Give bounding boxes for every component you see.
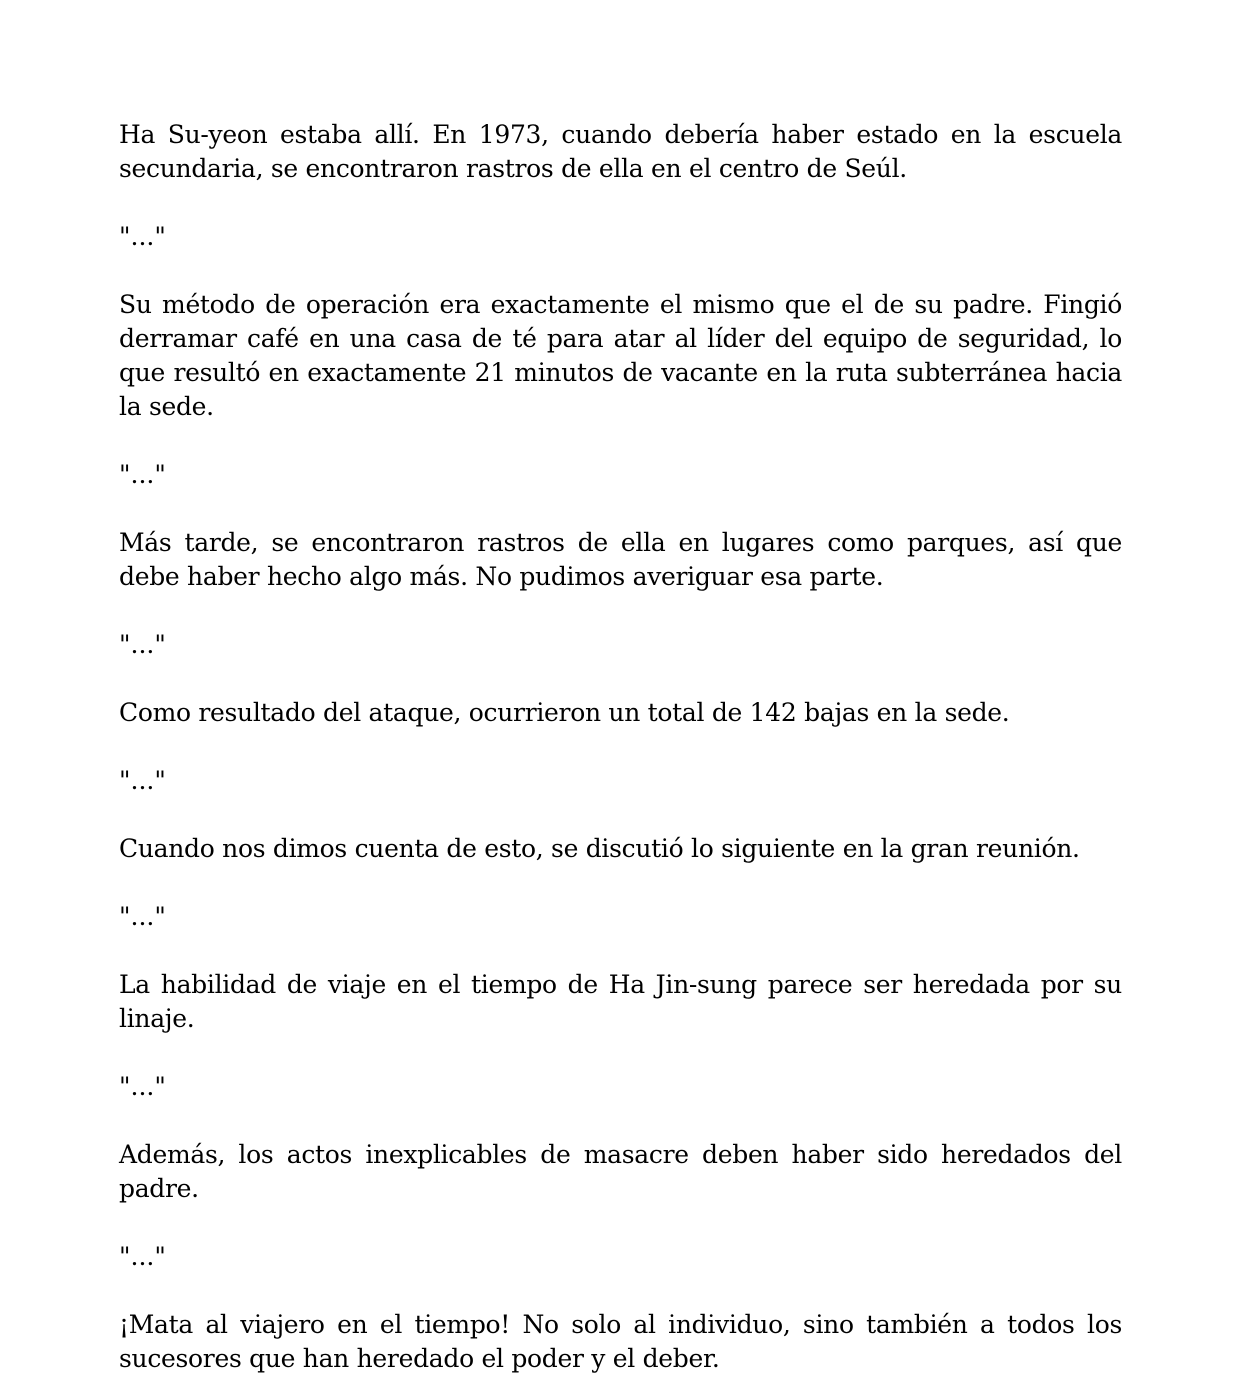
paragraph: Cuando nos dimos cuenta de esto, se discutió lo siguiente en la gran reunión. <box>119 834 1080 863</box>
ellipsis-quote: "..." <box>119 222 166 251</box>
ellipsis-quote: "..." <box>119 1072 166 1101</box>
paragraph: Además, los actos inexplicables de masacre deben haber sido heredados del padre. <box>119 1140 1122 1203</box>
ellipsis-quote: "..." <box>119 460 166 489</box>
ellipsis-quote: "..." <box>119 902 166 931</box>
paragraph: Su método de operación era exactamente el mismo que el de su padre. Fingió derramar café en una casa de té para atar al líder del equipo de seguridad, lo que resultó en exactamente 21 minutos de vacante en la ruta subterránea hacia la sede. <box>119 290 1122 421</box>
paragraph: ¡Mata al viajero en el tiempo! No solo al individuo, sino también a todos los sucesores que han heredado el poder y el deber. <box>119 1310 1122 1373</box>
ellipsis-quote: "..." <box>119 766 166 795</box>
paragraph: Más tarde, se encontraron rastros de ella en lugares como parques, así que debe haber hecho algo más. No pudimos averiguar esa parte. <box>119 528 1122 591</box>
paragraph: La habilidad de viaje en el tiempo de Ha Jin-sung parece ser heredada por su linaje. <box>119 970 1122 1033</box>
ellipsis-quote: "..." <box>119 630 166 659</box>
ellipsis-quote: "..." <box>119 1242 166 1271</box>
paragraph: Ha Su-yeon estaba allí. En 1973, cuando debería haber estado en la escuela secundaria, se encontraron rastros de ella en el centro de Seúl. <box>119 120 1122 183</box>
document-page <box>119 118 1122 1376</box>
paragraph: Como resultado del ataque, ocurrieron un total de 142 bajas en la sede. <box>119 698 1010 727</box>
